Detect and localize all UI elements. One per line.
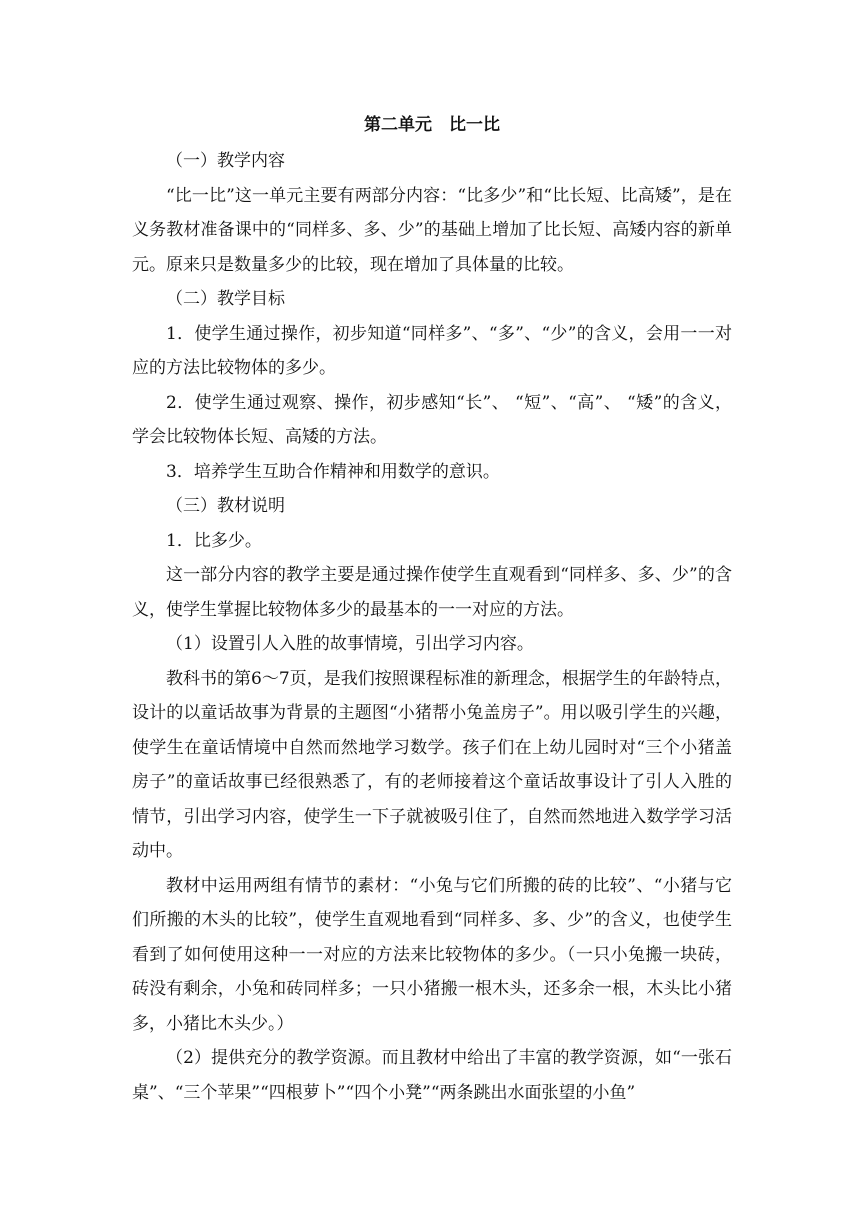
goal-item-1: 1．使学生通过操作，初步知道“同样多”、“多”、“少”的含义，会用一一对应的方法比较物体的多少。 (132, 323, 732, 378)
section-heading-materials: （三）教材说明 (166, 496, 285, 516)
section-heading-content: （一）教学内容 (166, 151, 285, 171)
section-heading-goals: （二）教学目标 (166, 289, 285, 309)
paragraph: 这一部分内容的教学主要是通过操作使学生直观看到“同样多、多、少”的含义，使学生掌握比较物体多少的最基本的一一对应的方法。 (132, 565, 732, 620)
paragraph: 教材中运用两组有情节的素材：“小兔与它们所搬的砖的比较”、“小猪与它们所搬的木头的比较”，使学生直观地看到“同样多、多、少”的含义，也使学生看到了如何使用这种一一对应的方法来比较物体的多少。（一只小兔搬一块砖，砖没有剩余，小兔和砖同样多；一只小猪搬一根木头，还多余一根，木头比小猪多，小猪比木头少。） (132, 875, 732, 1034)
document-title: 第二单元 比一比 (364, 115, 500, 135)
goal-item-3: 3．培养学生互助合作精神和用数学的意识。 (166, 461, 500, 482)
goal-item-2: 2．使学生通过观察、操作，初步感知“长”、 “短”、“高”、 “矮”的含义，学会比较物体长短、高矮的方法。 (132, 392, 732, 447)
point-heading-2: （2）提供充分的教学资源。而且教材中给出了丰富的教学资源，如“一张石桌”、“三个苹果”“四根萝卜”“四个小凳”“两条跳出水面张望的小鱼” (132, 1048, 732, 1103)
paragraph: “比一比”这一单元主要有两部分内容：“比多少”和“比长短、比高矮”，是在义务教材准备课中的“同样多、多、少”的基础上增加了比长短、高矮内容的新单元。原来只是数量多少的比较，现在增加了具体量的比较。 (132, 185, 732, 275)
point-heading-1: （1）设置引人入胜的故事情境，引出学习内容。 (166, 634, 534, 654)
subsection-heading-compare: 1．比多少。 (166, 530, 262, 551)
paragraph: 教科书的第6～7页，是我们按照课程标准的新理念，根据学生的年龄特点，设计的以童话故事为背景的主题图“小猪帮小兔盖房子”。用以吸引学生的兴趣，使学生在童话情境中自然而然地学习数学。孩子们在上幼儿园时对“三个小猪盖房子”的童话故事已经很熟悉了，有的老师接着这个童话故事设计了引人入胜的情节，引出学习内容，使学生一下子就被吸引住了，自然而然地进入数学学习活动中。 (132, 668, 732, 861)
document-body (132, 108, 732, 1110)
